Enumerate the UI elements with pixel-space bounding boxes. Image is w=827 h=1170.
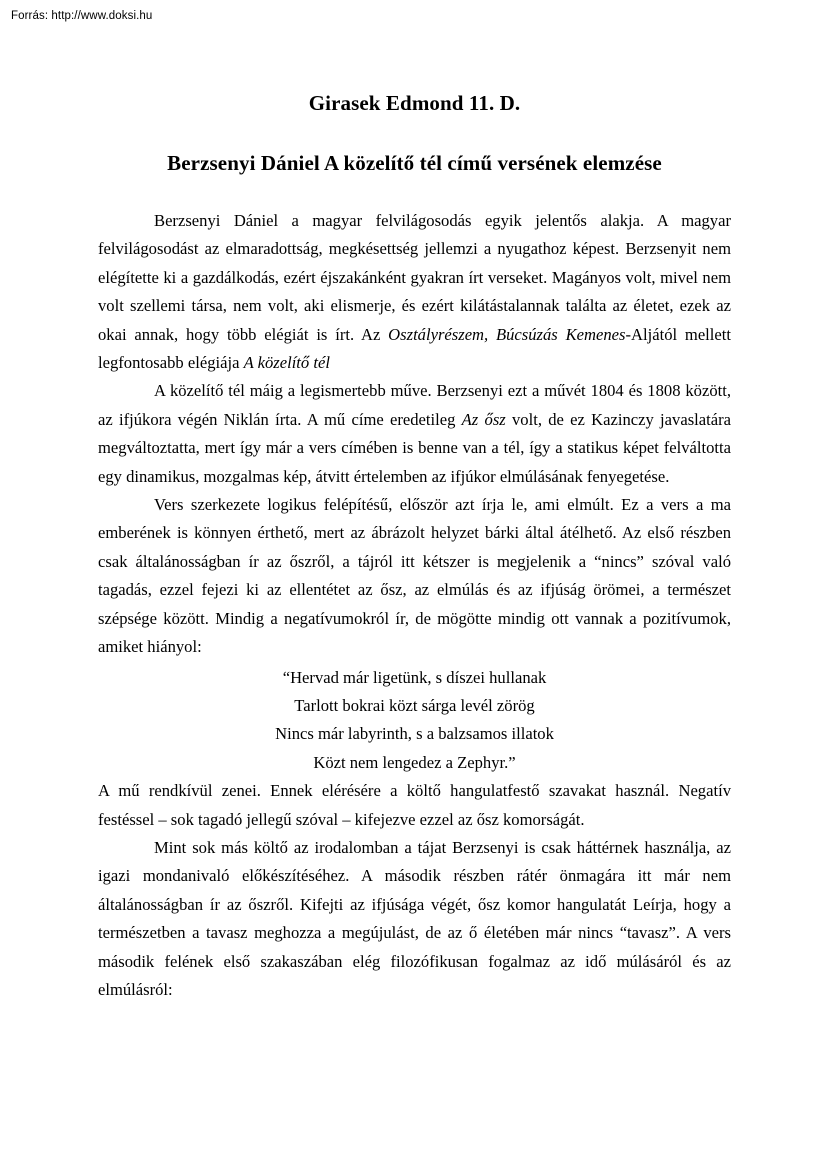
paragraph-text-segment: volt, de ez Kazinczy javaslatára megváltoztatta, mert így már a vers címében is benne van a tél, így a statikus képet felváltotta egy dinamikus, mozgalmas kép, átvitt értelemben az ifjúkor elmúlásának fenyegetése.: [98, 409, 731, 486]
paragraph-musicality: A mű rendkívül zenei. Ennek elérésére a költő hangulatfestő szavakat használ. Negatív festéssel – sok tagadó jellegű szóval – kifejezve ezzel az ősz komorságát.: [98, 781, 731, 829]
page-subtitle: Berzsenyi Dániel A közelítő tél című versének elemzése: [167, 151, 662, 175]
paragraph-text-segment: -Aljától mellett legfontosabb elégiája: [98, 324, 731, 373]
paragraph-structure: Vers szerkezete logikus felépítésű, először azt írja le, ami elmúlt. Ez a vers a ma emberének is könnyen érthető, mert az ábrázolt helyzet bárki által átélhető. Az első részben csak általánosságban ír az őszről, a tájról itt kétszer is megjelenik a “nincs” szóval való tagadás, ezzel fejezi ki az ellentétet az ősz, az elmúlás és az ifjúság örömei, a természet szépsége között. Mindig a negatívumokról ír, de mögötte mindig ott vannak a pozitívumok, amiket hiányol:: [98, 495, 731, 657]
poem-line: “Hervad már ligetünk, s díszei hullanak: [282, 667, 547, 687]
paragraph-landscape: Mint sok más költő az irodalomban a tájat Berzsenyi is csak háttérnek használja, az igazi mondanivaló előkészítéséhez. A második részben rátér önmagára itt már nem általánosságban ír az őszről. Kifejti az ifjúsága végét, ősz komor hangulatát Leírja, hogy a természetben a tavasz meghozza a megújulást, de az ő életében már nincs “tavasz”. A vers második felének első szakaszában elég filozófikusan fogalmaz az idő múlásáról és az elmúlásról:: [98, 837, 731, 999]
poem-quotation: [98, 664, 731, 778]
page-title: Girasek Edmond 11. D.: [308, 91, 521, 115]
paragraph-text-segment: A közelítő tél máig a legismertebb műve. Berzsenyi ezt a művét 1804 és 1808 között, az ifjúkora végén Niklán írta. A mű címe eredetileg: [98, 381, 731, 429]
source-watermark: Forrás: http://www.doksi.hu: [11, 10, 153, 22]
paragraph-intro: [98, 207, 731, 377]
work-title-a-kozelito-tel: A közelítő tél: [243, 353, 330, 373]
poem-line: Közt nem lengedez a Zephyr.”: [313, 752, 516, 772]
paragraph-text-segment: Berzsenyi Dániel a magyar felvilágosodás egyik jelentős alakja. A magyar felvilágosodást az elmaradottság, megkésettség jellemzi a nyugathoz képest. Berzsenyit nem elégítette ki a gazdálkodás, ezért éjszakánként gyakran írt verseket. Magányos volt, mivel nem volt szellemi társa, nem volt, aki elismerje, és ezért kilátástalannak találta az életet, ezek az okai annak, hogy több elégiát is írt. Az: [98, 211, 731, 344]
work-title-osztalyreszem: Osztályrészem, Búcsúzás Kemenes: [388, 324, 626, 344]
poem-line: Nincs már labyrinth, s a balzsamos illatok: [275, 724, 554, 744]
paragraph-poem-background: [98, 377, 731, 491]
work-title-az-osz: Az ősz: [461, 409, 506, 429]
document-content: [98, 88, 731, 1004]
poem-line: Tarlott bokrai közt sárga levél zörög: [294, 695, 535, 715]
